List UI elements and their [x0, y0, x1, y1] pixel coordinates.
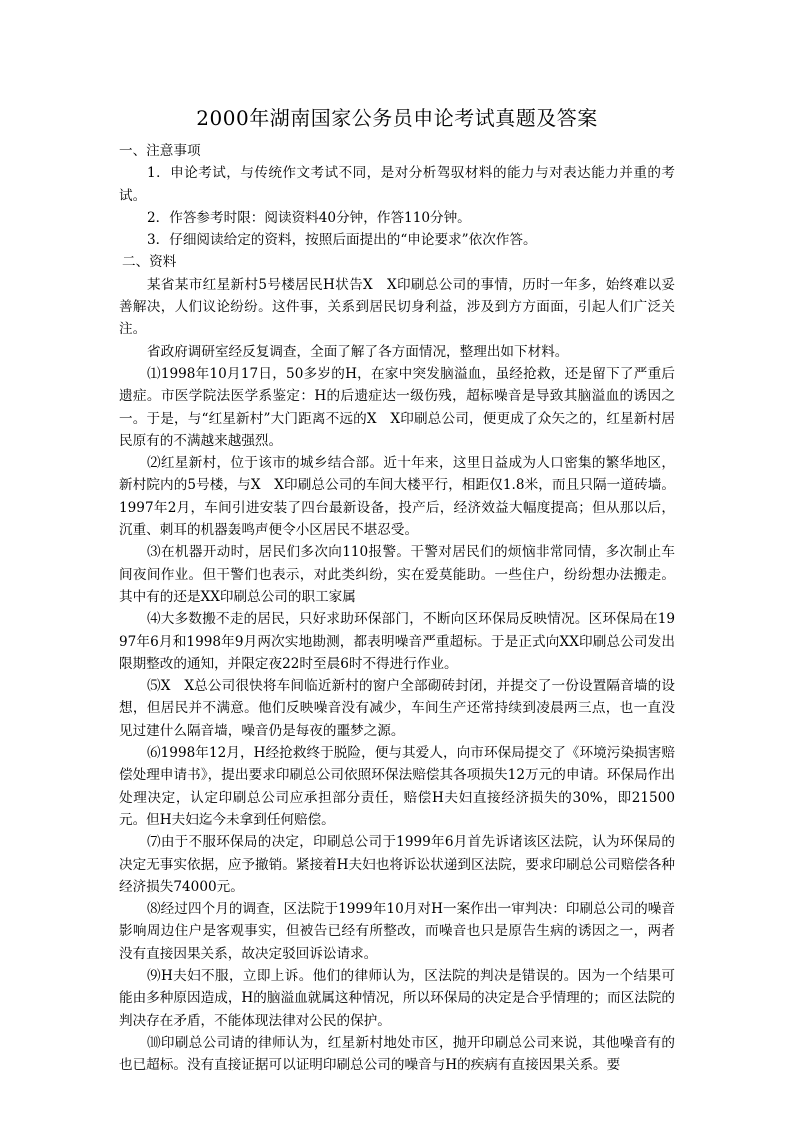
material-paragraph-9: ⑼H夫妇不服，立即上诉。他们的律师认为，区法院的判决是错误的。因为一个结果可能由多种原因造成，H的脑溢血就属这种情况，所以环保局的决定是合乎情理的；而区法院的判决存在矛盾，不能体现法律对公民的保护。 [119, 967, 675, 1029]
material-paragraph-8: ⑻经过四个月的调查，区法院于1999年10月对H一案作出一审判决：印刷总公司的噪音影响周边住户是客观事实，但被告已经有所整改，而噪音也只是原告生病的诱因之一，两者没有直接因果关系，故决定驳回诉讼请求。 [119, 901, 675, 962]
material-paragraph-10: ⑽印刷总公司请的律师认为，红星新村地处市区，抛开印刷总公司来说，其他噪音有的也已超标。没有直接证据可以证明印刷总公司的噪音与H的疾病有直接因果关系。要 [119, 1034, 675, 1074]
material-paragraph-3: ⑶在机器开动时，居民们多次向110报警。干警对居民们的烦恼非常同情，多次制止车间夜间作业。但干警们也表示，对此类纠纷，实在爱莫能助。一些住户，纷纷想办法搬走。其中有的还是XX印刷总公司的职工家属 [119, 544, 675, 605]
intro-paragraph-1: 某省某市红星新村5号楼居民H状告X X印刷总公司的事情，历时一年多，始终难以妥善解决，人们议论纷纷。这件事，关系到居民切身利益，涉及到方方面面，引起人们广泛关注。 [119, 276, 675, 338]
material-paragraph-2: ⑵红星新村，位于该市的城乡结合部。近十年来，这里日益成为人口密集的繁华地区，新村院内的5号楼，与X X印刷总公司的车间大楼平行，相距仅1.8米，而且只隔一道砖墙。1997年2月，车间引进安装了四台最新设备，投产后，经济效益大幅度提高；但从那以后，沉重、刺耳的机器轰鸣声便令小区居民不堪忍受。 [119, 455, 675, 539]
document-page [119, 104, 675, 1076]
material-paragraph-1: ⑴1998年10月17日，50多岁的H，在家中突发脑溢血，虽经抢救，还是留下了严重后遗症。市医学院法医学系鉴定：H的后遗症达一级伤残，超标噪音是导致其脑溢血的诱因之一。于是，与“红星新村”大门距离不远的X X印刷总公司，便更成了众矢之的，红星新村居民原有的不满越来越强烈。 [119, 365, 675, 449]
section-heading-materials: 二、资料 [122, 254, 177, 271]
material-paragraph-6: ⑹1998年12月，H经抢救终于脱险，便与其爱人，向市环保局提交了《环境污染损害赔偿处理申请书》，提出要求印刷总公司依照环保法赔偿其各项损失12万元的申请。环保局作出处理决定，认定印刷总公司应承担部分责任，赔偿H夫妇直接经济损失的30%，即21500元。但H夫妇迄今未拿到任何赔偿。 [119, 745, 675, 828]
note-item-1: 1．申论考试，与传统作文考试不同，是对分析驾驭材料的能力与对表达能力并重的考试。 [119, 165, 675, 204]
section-heading-notes: 一、注意事项 [119, 143, 201, 159]
material-paragraph-5: ⑸X X总公司很快将车间临近新村的窗户全部砌砖封闭，并提交了一份设置隔音墙的设想，但居民并不满意。他们反映噪音没有减少，车间生产还常持续到凌晨两三点，也一直没见过建什么隔音墙，噪音仍是每夜的噩梦之源。 [119, 678, 675, 739]
material-paragraph-4: ⑷大多数搬不走的居民，只好求助环保部门，不断向区环保局反映情况。区环保局在1997年6月和1998年9月两次实地勘测，都表明噪音严重超标。于是正式向XX印刷总公司发出限期整改的通知，并限定夜22时至晨6时不得进行作业。 [119, 611, 675, 672]
material-paragraph-7: ⑺由于不服环保局的决定，印刷总公司于1999年6月首先诉诸该区法院，认为环保局的决定无事实依据，应予撤销。紧接着H夫妇也将诉讼状递到区法院，要求印刷总公司赔偿各种经济损失74000元。 [119, 834, 675, 895]
document-title: 2000年湖南国家公务员申论考试真题及答案 [196, 106, 598, 130]
intro-paragraph-2: 省政府调研室经反复调查，全面了解了各方面情况，整理出如下材料。 [147, 343, 569, 360]
note-item-2: 2．作答参考时限：阅读资料40分钟，作答110分钟。 [147, 209, 471, 226]
note-item-3: 3．仔细阅读给定的资料，按照后面提出的“申论要求”依次作答。 [147, 232, 537, 249]
